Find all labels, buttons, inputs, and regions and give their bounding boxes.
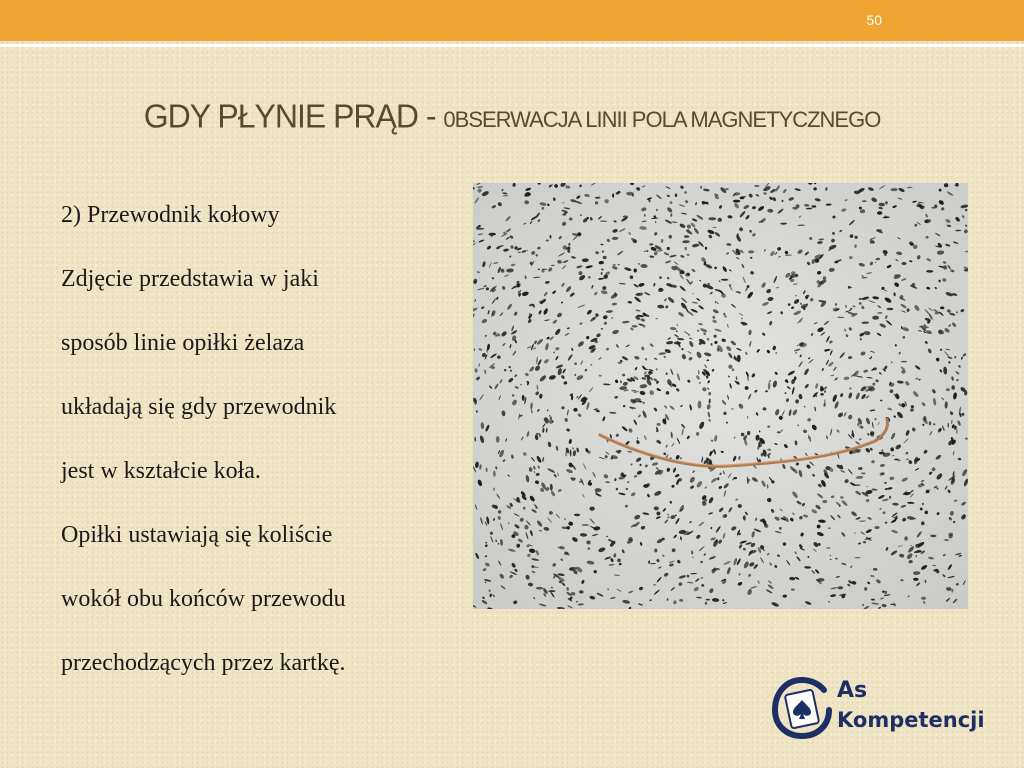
slide-title — [0, 98, 1024, 135]
body-line: przechodzących przez kartkę. — [61, 650, 346, 676]
top-bar-divider — [0, 44, 1024, 47]
title-separator: - — [417, 98, 444, 134]
logo-text-as: As — [837, 678, 868, 703]
body-line: Opiłki ustawiają się koliście — [61, 522, 333, 548]
logo-emblem-icon — [771, 676, 833, 740]
body-line: 2) Przewodnik kołowy — [61, 202, 280, 228]
body-line: układają się gdy przewodnik — [61, 394, 337, 420]
logo-text-kompetencji: Kompetencji — [837, 708, 985, 732]
body-text — [61, 183, 471, 695]
title-subtitle: 0BSERWACJA LINII POLA MAGNETYCZNEGO — [443, 107, 881, 132]
body-line: sposób linie opiłki żelaza — [61, 330, 305, 356]
body-line: wokół obu końców przewodu — [61, 586, 346, 612]
iron-filings-image — [473, 183, 968, 609]
body-line: jest w kształcie koła. — [61, 458, 261, 484]
as-kompetencji-logo — [771, 676, 1001, 746]
body-line: Zdjęcie przedstawia w jaki — [61, 266, 319, 292]
iron-filings-photo — [473, 183, 968, 609]
slide-number: 50 — [866, 12, 882, 28]
title-main: GDY PŁYNIE PRĄD — [143, 97, 418, 135]
